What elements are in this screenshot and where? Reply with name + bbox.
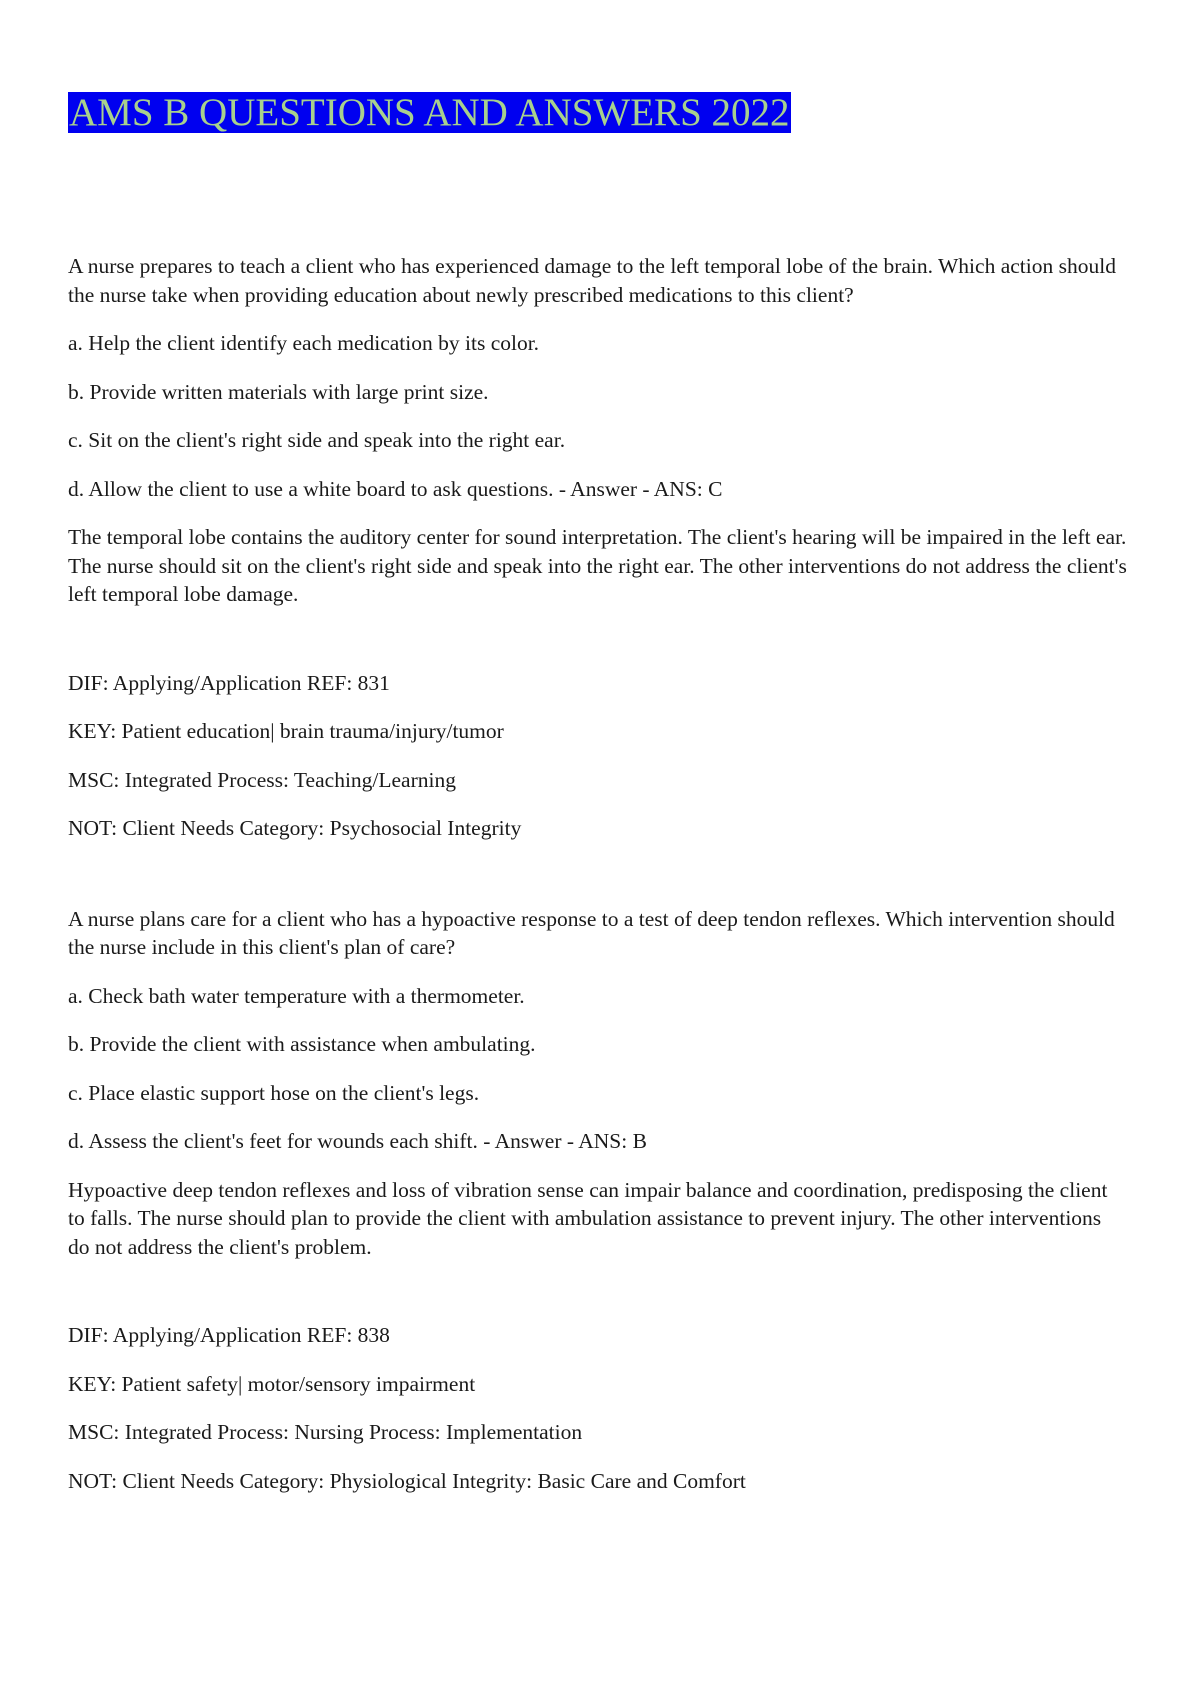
answer-option: c. Place elastic support hose on the client's legs. (68, 1080, 480, 1105)
answer-option: a. Check bath water temperature with a thermometer. (68, 983, 525, 1008)
document-page (68, 92, 1128, 1495)
question-block-1 (68, 252, 1128, 843)
meta-not: NOT: Client Needs Category: Psychosocial Integrity (68, 816, 522, 840)
answer-option: c. Sit on the client's right side and speak into the right ear. (68, 428, 566, 452)
meta-dif: DIF: Applying/Application REF: 831 (68, 670, 390, 695)
answer-option: b. Provide written materials with large print size. (68, 379, 489, 404)
answer-option: b. Provide the client with assistance when ambulating. (68, 1032, 536, 1056)
rationale: The temporal lobe contains the auditory center for sound interpretation. The client's hearing will be impaired in the left ear. The nurse should sit on the client's right side and speak into the right ear. The other interventions do not address the client's left temporal lobe damage. (68, 525, 1127, 606)
answer-option: d. Allow the client to use a white board to ask questions. - Answer - ANS: C (68, 476, 723, 501)
question-block-2 (68, 905, 1128, 1496)
answer-option: a. Help the client identify each medication by its color. (68, 331, 540, 355)
question-stem: A nurse prepares to teach a client who has experienced damage to the left temporal lobe of the brain. Which action should the nurse take when providing education about newly prescribed medications to this client? (68, 254, 1116, 307)
meta-msc: MSC: Integrated Process: Nursing Process: Implementation (68, 1420, 583, 1444)
rationale: Hypoactive deep tendon reflexes and loss of vibration sense can impair balance and coordination, predisposing the client to falls. The nurse should plan to provide the client with ambulation assistance to prevent injury. The other interventions do not address the client's problem. (68, 1177, 1108, 1259)
meta-dif: DIF: Applying/Application REF: 838 (68, 1323, 390, 1347)
meta-msc: MSC: Integrated Process: Teaching/Learning (68, 767, 456, 792)
meta-key: KEY: Patient education| brain trauma/injury/tumor (68, 719, 504, 743)
question-stem: A nurse plans care for a client who has a hypoactive response to a test of deep tendon reflexes. Which intervention should the nurse include in this client's plan of care? (68, 906, 1115, 959)
meta-not: NOT: Client Needs Category: Physiological Integrity: Basic Care and Comfort (68, 1468, 746, 1493)
meta-key: KEY: Patient safety| motor/sensory impairment (68, 1371, 476, 1396)
answer-option: d. Assess the client's feet for wounds each shift. - Answer - ANS: B (68, 1129, 647, 1153)
document-title: AMS B QUESTIONS AND ANSWERS 2022 (69, 91, 790, 134)
